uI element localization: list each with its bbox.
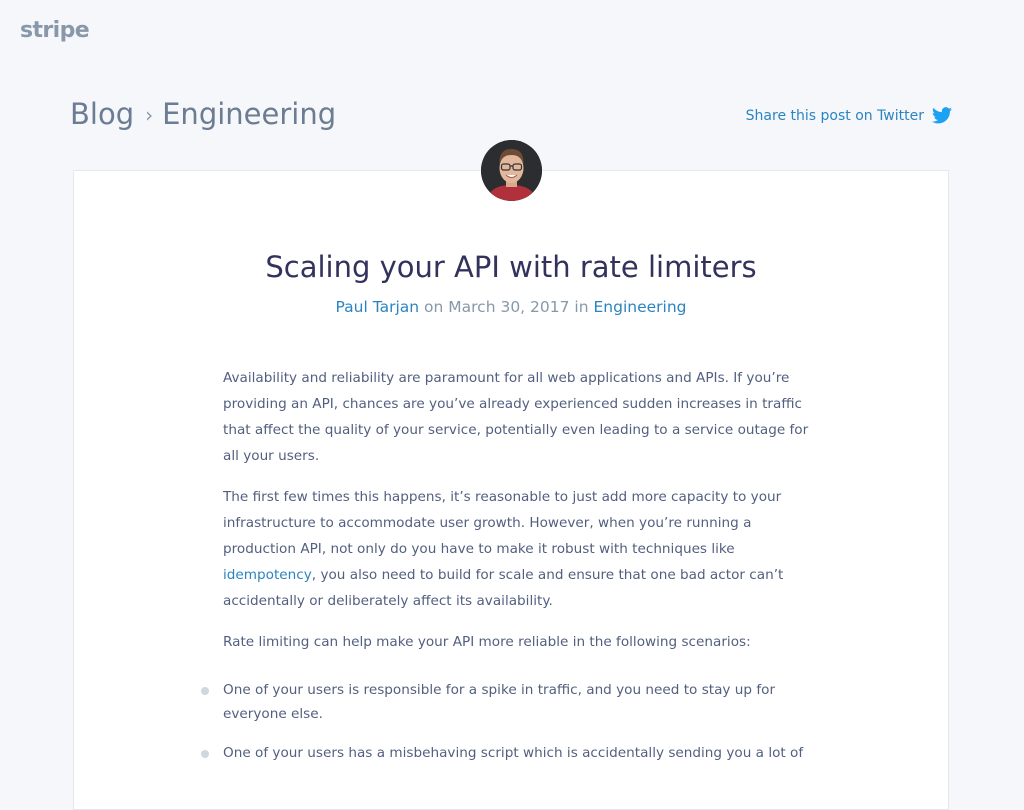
breadcrumb-engineering-link[interactable]: Engineering: [162, 97, 337, 131]
list-item: [223, 678, 813, 726]
author-photo: [481, 140, 542, 201]
paragraph-capacity-text-end: , you also need to build for scale and ensure that one bad actor can’t accidentally or deliberately affect its availability.: [223, 567, 784, 609]
paragraph-scenarios: Rate limiting can help make your API more reliable in the following scenarios:: [223, 634, 751, 650]
list-item-text: One of your users has a misbehaving script which is accidentally sending you a lot of: [223, 745, 804, 761]
byline-in: in: [574, 298, 589, 316]
author-avatar[interactable]: [481, 140, 542, 201]
stripe-logo[interactable]: stripe: [20, 18, 90, 43]
post-title: Scaling your API with rate limiters: [265, 250, 757, 284]
twitter-icon: [932, 107, 952, 124]
paragraph-capacity: [223, 484, 813, 614]
post-date: March 30, 2017: [448, 298, 570, 316]
share-twitter-label: Share this post on Twitter: [745, 107, 924, 124]
bullet-icon: [201, 687, 209, 695]
list-item-text: One of your users is responsible for a spike in traffic, and you need to stay up for everyone else.: [223, 682, 776, 722]
breadcrumb-blog-link[interactable]: Blog: [70, 97, 135, 131]
byline-on: on: [424, 298, 444, 316]
breadcrumb-separator: ›: [145, 103, 154, 127]
paragraph-capacity-text: The first few times this happens, it’s reasonable to just add more capacity to your infrastructure to accommodate user growth. However, when you’re running a production API, not only do you have to make it robust with techniques like: [223, 489, 782, 557]
author-link[interactable]: Paul Tarjan: [335, 298, 420, 316]
post-byline: [73, 298, 949, 316]
bullet-icon: [201, 750, 209, 758]
share-twitter-link[interactable]: [746, 107, 952, 124]
list-item: [223, 741, 813, 765]
post-body: [223, 365, 813, 780]
breadcrumb: [70, 97, 336, 131]
category-link[interactable]: Engineering: [593, 298, 687, 316]
idempotency-link[interactable]: idempotency: [223, 567, 312, 583]
scenario-list: [223, 678, 813, 765]
paragraph-intro: Availability and reliability are paramount for all web applications and APIs. If you’re providing an API, chances are you’ve already experienced sudden increases in traffic that affect the quality of your service, potentially even leading to a service outage for all your users.: [223, 370, 809, 464]
